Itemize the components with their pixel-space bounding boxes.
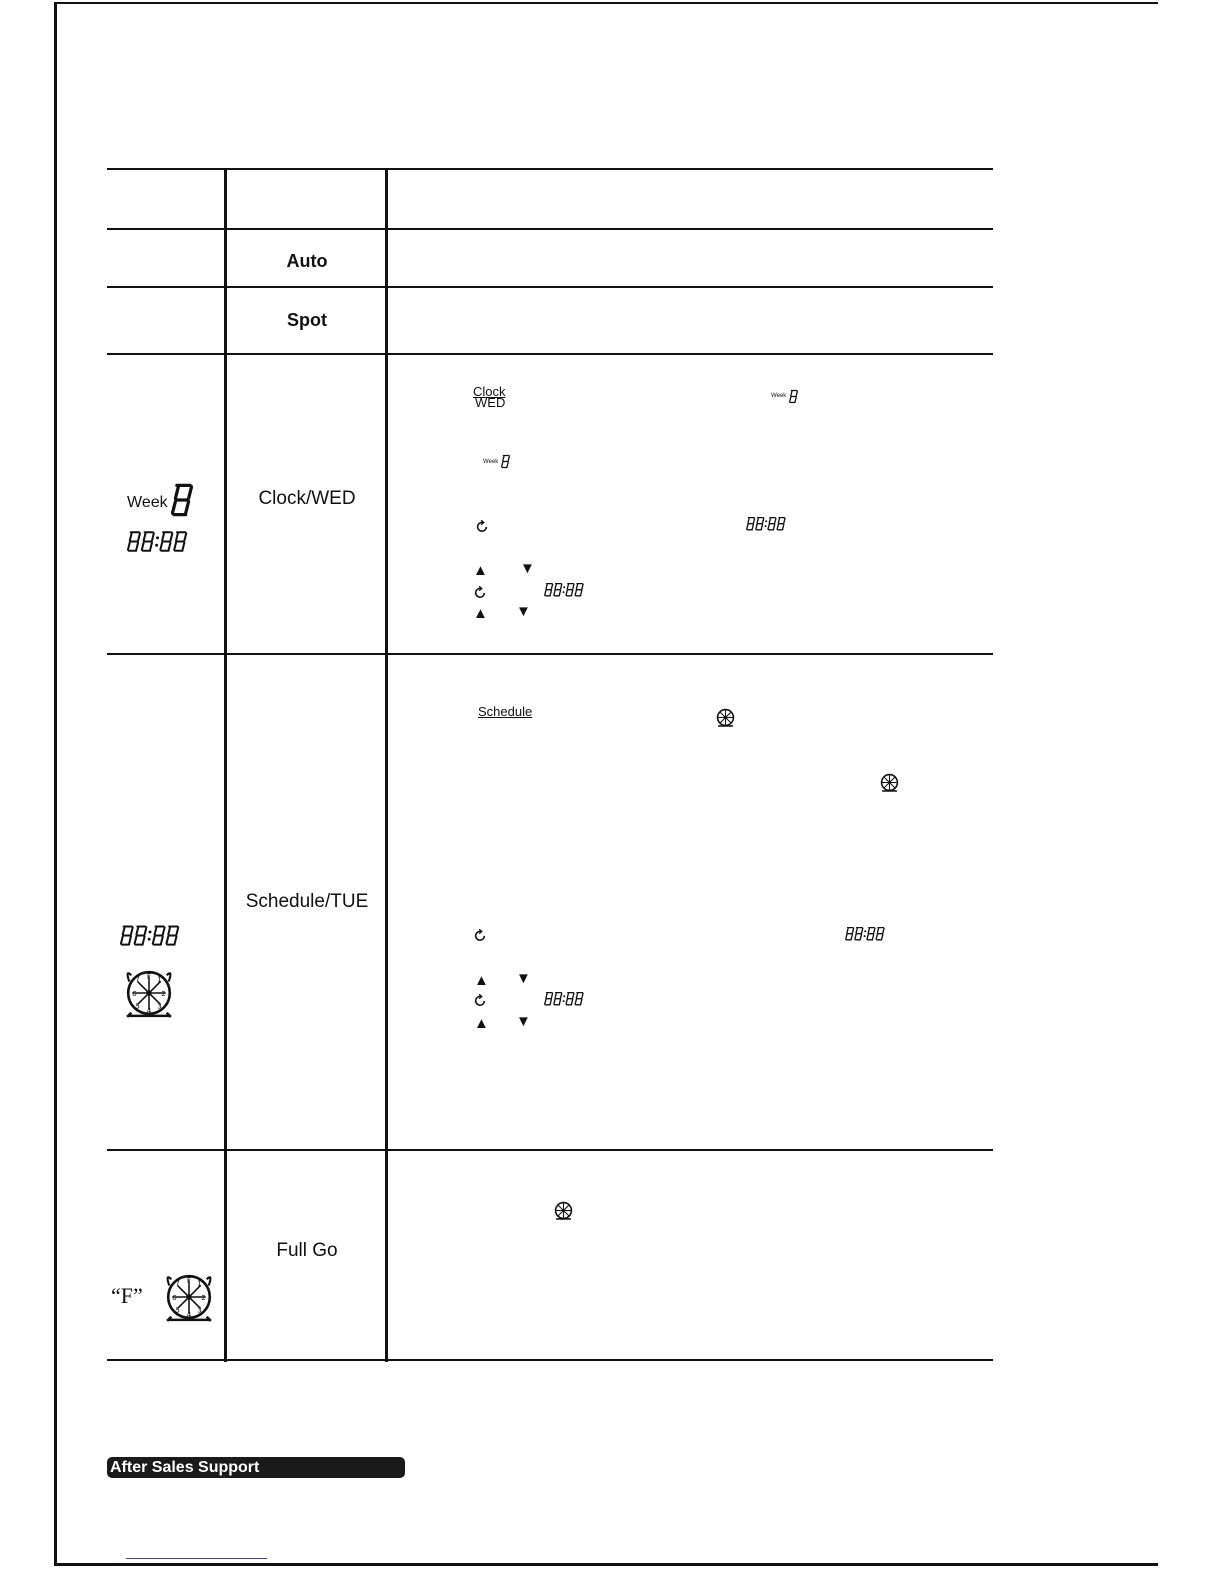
wed-button-label: WED bbox=[475, 395, 506, 410]
clock-button-label: Clock bbox=[473, 384, 506, 399]
up-arrow-icon: ▲ bbox=[474, 1015, 489, 1032]
week-label-small: Week bbox=[483, 459, 499, 465]
seven-segment-time-icon bbox=[746, 517, 787, 531]
mode-full-go-label: Full Go bbox=[276, 1240, 338, 1261]
mode-clock-wed-label: Clock/WED bbox=[258, 488, 356, 509]
refresh-icon bbox=[473, 993, 487, 1007]
seven-segment-time-icon bbox=[845, 927, 886, 941]
seven-segment-time-icon bbox=[120, 925, 181, 947]
seven-segment-time-icon bbox=[544, 992, 585, 1006]
mode-auto-label: Auto bbox=[286, 251, 328, 271]
mode-schedule-tue-label: Schedule/TUE bbox=[245, 891, 369, 912]
down-arrow-icon: ▼ bbox=[516, 603, 531, 620]
link-underline bbox=[126, 1558, 267, 1559]
up-arrow-icon: ▲ bbox=[473, 562, 488, 579]
table-row-divider bbox=[107, 286, 993, 288]
table-row-divider bbox=[107, 1149, 993, 1151]
schedule-dial-icon bbox=[554, 1201, 573, 1220]
table-top-border bbox=[107, 168, 993, 170]
down-arrow-icon: ▼ bbox=[516, 1013, 531, 1030]
refresh-icon bbox=[475, 519, 489, 533]
table-column-divider bbox=[385, 169, 388, 1362]
table-header-divider bbox=[107, 228, 993, 230]
seven-segment-time-icon bbox=[127, 531, 189, 553]
mode-spot-label: Spot bbox=[287, 310, 327, 330]
seven-segment-digit-icon bbox=[501, 454, 510, 469]
alarm-clock-dial-icon bbox=[163, 1271, 215, 1323]
after-sales-support-badge: After Sales Support bbox=[107, 1457, 405, 1478]
table-row-divider bbox=[107, 653, 993, 655]
down-arrow-icon: ▼ bbox=[520, 560, 535, 577]
seven-segment-time-icon bbox=[544, 583, 585, 597]
up-arrow-icon: ▲ bbox=[473, 605, 488, 622]
table-row-divider bbox=[107, 353, 993, 355]
up-arrow-icon: ▲ bbox=[474, 972, 489, 989]
f-quote-label: “F” bbox=[111, 1283, 143, 1308]
down-arrow-icon: ▼ bbox=[516, 970, 531, 987]
seven-segment-digit-icon bbox=[789, 389, 798, 404]
seven-segment-digit-icon bbox=[171, 482, 193, 518]
schedule-button-label: Schedule bbox=[478, 704, 533, 719]
alarm-clock-dial-icon bbox=[123, 967, 175, 1019]
schedule-dial-icon bbox=[716, 708, 735, 727]
table-column-divider bbox=[224, 169, 227, 1362]
week-label: Week bbox=[127, 494, 168, 511]
refresh-icon bbox=[473, 585, 487, 599]
refresh-icon bbox=[473, 928, 487, 942]
table-bottom-border bbox=[107, 1359, 993, 1361]
schedule-dial-icon bbox=[880, 773, 899, 792]
week-label-small: Week bbox=[771, 393, 787, 399]
page-frame bbox=[54, 2, 1158, 1566]
